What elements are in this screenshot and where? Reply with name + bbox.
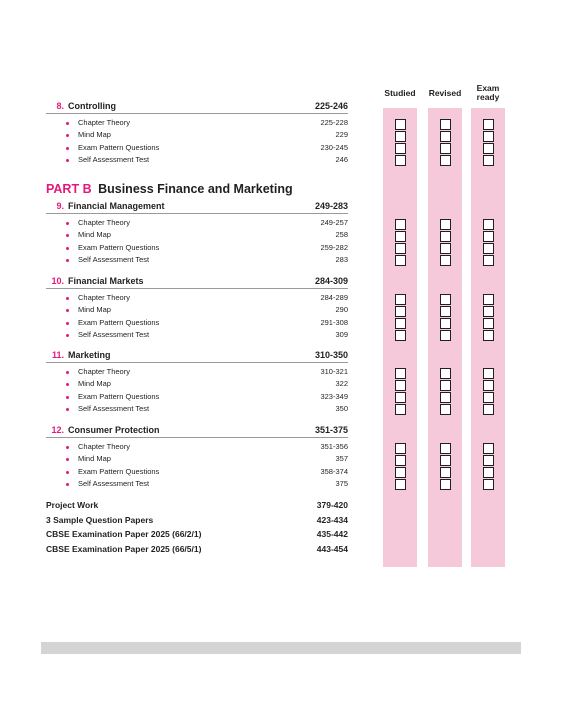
- chapter-divider: [46, 362, 348, 363]
- bullet-icon: [66, 259, 69, 262]
- chapter-divider: [46, 288, 348, 289]
- studied-checkbox[interactable]: [395, 330, 406, 341]
- list-item: [46, 330, 348, 342]
- chapter-number: 10.: [51, 276, 64, 286]
- list-item-label: Self Assessment Test: [78, 254, 150, 264]
- revised-checkbox[interactable]: [440, 368, 451, 379]
- revised-checkbox[interactable]: [440, 143, 451, 154]
- bullet-icon: [66, 322, 69, 325]
- list-item-pages: 358-374: [320, 466, 348, 476]
- column-header-studied: Studied: [384, 88, 416, 98]
- bullet-icon: [66, 247, 69, 250]
- list-item-pages: 322: [335, 379, 348, 389]
- revised-checkbox[interactable]: [440, 443, 451, 454]
- chapter-title: Financial Management: [68, 201, 165, 211]
- studied-checkbox[interactable]: [395, 467, 406, 478]
- exam-ready-checkbox[interactable]: [483, 131, 494, 142]
- revised-checkbox[interactable]: [440, 119, 451, 130]
- list-item: [46, 255, 348, 267]
- list-item: [46, 230, 348, 242]
- list-item: [46, 442, 348, 454]
- list-item-pages: 229: [335, 130, 348, 140]
- list-item-pages: 351-356: [320, 442, 348, 451]
- chapter-pages: 310-350: [314, 350, 348, 360]
- exam-ready-checkbox[interactable]: [483, 455, 494, 466]
- bullet-icon: [66, 297, 69, 300]
- list-item-label: Exam Pattern Questions: [78, 317, 160, 327]
- list-item-label: Mind Map: [78, 130, 111, 140]
- studied-checkbox[interactable]: [395, 479, 406, 490]
- chapter-title: Controlling: [68, 101, 116, 111]
- list-item-pages: 225-228: [320, 118, 348, 127]
- list-item-label: Self Assessment Test: [78, 329, 150, 339]
- studied-checkbox[interactable]: [395, 318, 406, 329]
- list-item-pages: 259-282: [320, 242, 348, 252]
- list-item-label: Exam Pattern Questions: [78, 466, 160, 476]
- exam-ready-checkbox[interactable]: [483, 330, 494, 341]
- list-item: [46, 404, 348, 416]
- exam-ready-checkbox[interactable]: [483, 479, 494, 490]
- list-item: [46, 479, 348, 491]
- exam-ready-checkbox[interactable]: [483, 119, 494, 130]
- bullet-icon: [66, 483, 69, 486]
- list-item-pages: 258: [335, 230, 348, 240]
- studied-checkbox[interactable]: [395, 392, 406, 403]
- list-item-pages: 284-289: [320, 293, 348, 302]
- chapter-number: 12.: [51, 425, 64, 435]
- extra-entry: [46, 500, 348, 513]
- list-item-pages: 283: [335, 254, 348, 264]
- revised-checkbox[interactable]: [440, 155, 451, 166]
- chapter-title: Consumer Protection: [68, 425, 160, 435]
- exam-ready-checkbox[interactable]: [483, 404, 494, 415]
- list-item-pages: 291-308: [320, 317, 348, 327]
- list-item: [46, 293, 348, 305]
- list-item-label: Self Assessment Test: [78, 478, 150, 488]
- studied-checkbox[interactable]: [395, 219, 406, 230]
- extra-entry-label: 3 Sample Question Papers: [46, 514, 154, 525]
- list-item: [46, 218, 348, 230]
- extra-entry: [46, 544, 348, 557]
- chapter-divider: [46, 437, 348, 438]
- list-item: [46, 130, 348, 142]
- chapter-title: Financial Markets: [68, 276, 144, 286]
- exam-ready-checkbox[interactable]: [483, 306, 494, 317]
- list-item: [46, 318, 348, 330]
- bullet-icon: [66, 458, 69, 461]
- column-header-exam-ready-line1: Exam: [476, 83, 500, 93]
- revised-checkbox[interactable]: [440, 479, 451, 490]
- exam-ready-checkbox[interactable]: [483, 467, 494, 478]
- list-item-label: Exam Pattern Questions: [78, 142, 160, 152]
- list-item: [46, 118, 348, 130]
- list-item-pages: 323-349: [320, 391, 348, 401]
- exam-ready-checkbox[interactable]: [483, 231, 494, 242]
- list-item-label: Chapter Theory: [78, 367, 130, 376]
- exam-ready-checkbox[interactable]: [483, 143, 494, 154]
- bullet-icon: [66, 134, 69, 137]
- column-header-exam-ready: [468, 84, 508, 102]
- list-item-pages: 230-245: [320, 142, 348, 152]
- bullet-icon: [66, 334, 69, 337]
- list-item-pages: 350: [335, 403, 348, 413]
- list-item: [46, 155, 348, 167]
- bullet-icon: [66, 446, 69, 449]
- bullet-icon: [66, 122, 69, 125]
- exam-ready-checkbox[interactable]: [483, 392, 494, 403]
- bullet-icon: [66, 471, 69, 474]
- revised-checkbox[interactable]: [440, 243, 451, 254]
- revised-checkbox[interactable]: [440, 467, 451, 478]
- studied-checkbox[interactable]: [395, 306, 406, 317]
- bullet-icon: [66, 147, 69, 150]
- bullet-icon: [66, 234, 69, 237]
- chapter-pages: 225-246: [314, 101, 348, 111]
- list-item-label: Chapter Theory: [78, 118, 130, 127]
- list-item: [46, 143, 348, 155]
- list-item: [46, 467, 348, 479]
- list-item-label: Exam Pattern Questions: [78, 242, 160, 252]
- list-item: [46, 379, 348, 391]
- studied-checkbox[interactable]: [395, 131, 406, 142]
- revised-checkbox[interactable]: [440, 255, 451, 266]
- exam-ready-checkbox[interactable]: [483, 243, 494, 254]
- chapter-title: Marketing: [68, 350, 111, 360]
- chapter-number: 8.: [56, 101, 64, 111]
- list-item-label: Mind Map: [78, 305, 111, 315]
- revised-checkbox[interactable]: [440, 131, 451, 142]
- part-b-heading: [46, 182, 293, 196]
- list-item-label: Self Assessment Test: [78, 403, 150, 413]
- chapter-pages: 284-309: [314, 276, 348, 286]
- exam-ready-checkbox[interactable]: [483, 294, 494, 305]
- exam-ready-checkbox[interactable]: [483, 380, 494, 391]
- studied-checkbox[interactable]: [395, 404, 406, 415]
- list-item-pages: 246: [335, 154, 348, 164]
- exam-ready-checkbox[interactable]: [483, 368, 494, 379]
- studied-checkbox[interactable]: [395, 255, 406, 266]
- list-item-pages: 249-257: [320, 218, 348, 227]
- list-item: [46, 305, 348, 317]
- chapter-divider: [46, 113, 348, 114]
- studied-checkbox[interactable]: [395, 443, 406, 454]
- list-item-pages: 375: [335, 478, 348, 488]
- extra-entry-pages: 443-454: [316, 543, 348, 554]
- extra-entry-pages: 379-420: [316, 500, 348, 510]
- revised-checkbox[interactable]: [440, 318, 451, 329]
- column-header-exam-ready-line2: ready: [476, 92, 500, 102]
- bullet-icon: [66, 371, 69, 374]
- studied-checkbox[interactable]: [395, 368, 406, 379]
- part-b-title: Business Finance and Marketing: [98, 182, 293, 196]
- chapter-number: 9.: [56, 201, 64, 211]
- list-item-label: Self Assessment Test: [78, 154, 150, 164]
- revised-checkbox[interactable]: [440, 455, 451, 466]
- studied-checkbox[interactable]: [395, 380, 406, 391]
- list-item-label: Mind Map: [78, 230, 111, 240]
- studied-checkbox[interactable]: [395, 294, 406, 305]
- bullet-icon: [66, 396, 69, 399]
- extra-entry: [46, 515, 348, 528]
- list-item-pages: 309: [335, 329, 348, 339]
- list-item-pages: 310-321: [320, 367, 348, 376]
- revised-checkbox[interactable]: [440, 380, 451, 391]
- extra-entry-label: CBSE Examination Paper 2025 (66/5/1): [46, 543, 202, 554]
- list-item-pages: 357: [335, 454, 348, 464]
- exam-ready-checkbox[interactable]: [483, 443, 494, 454]
- revised-checkbox[interactable]: [440, 231, 451, 242]
- list-item-label: Mind Map: [78, 454, 111, 464]
- revised-checkbox[interactable]: [440, 294, 451, 305]
- extra-entry-label: CBSE Examination Paper 2025 (66/2/1): [46, 529, 202, 539]
- footer-bar: [41, 642, 521, 654]
- bullet-icon: [66, 309, 69, 312]
- extra-entry-pages: 423-434: [316, 514, 348, 525]
- list-item-pages: 290: [335, 305, 348, 315]
- list-item-label: Chapter Theory: [78, 442, 130, 451]
- list-item: [46, 454, 348, 466]
- extra-entry-pages: 435-442: [316, 529, 348, 539]
- column-header-revised: Revised: [428, 88, 462, 98]
- extra-entry: [46, 529, 348, 542]
- chapter-divider: [46, 213, 348, 214]
- revised-checkbox[interactable]: [440, 404, 451, 415]
- bullet-icon: [66, 159, 69, 162]
- list-item: [46, 367, 348, 379]
- studied-checkbox[interactable]: [395, 455, 406, 466]
- bullet-icon: [66, 222, 69, 225]
- part-b-tag: PART B: [46, 182, 92, 196]
- chapter-pages: 249-283: [314, 201, 348, 211]
- studied-checkbox[interactable]: [395, 155, 406, 166]
- list-item-label: Chapter Theory: [78, 293, 130, 302]
- extra-entry-label: Project Work: [46, 500, 99, 510]
- exam-ready-checkbox[interactable]: [483, 255, 494, 266]
- list-item-label: Chapter Theory: [78, 218, 130, 227]
- revised-checkbox[interactable]: [440, 330, 451, 341]
- list-item: [46, 243, 348, 255]
- studied-checkbox[interactable]: [395, 243, 406, 254]
- studied-checkbox[interactable]: [395, 143, 406, 154]
- studied-checkbox[interactable]: [395, 231, 406, 242]
- revised-checkbox[interactable]: [440, 306, 451, 317]
- exam-ready-checkbox[interactable]: [483, 155, 494, 166]
- revised-checkbox[interactable]: [440, 219, 451, 230]
- revised-checkbox[interactable]: [440, 392, 451, 403]
- list-item-label: Mind Map: [78, 379, 111, 389]
- exam-ready-checkbox[interactable]: [483, 318, 494, 329]
- chapter-number: 11.: [51, 350, 64, 360]
- exam-ready-checkbox[interactable]: [483, 219, 494, 230]
- bullet-icon: [66, 408, 69, 411]
- studied-checkbox[interactable]: [395, 119, 406, 130]
- list-item-label: Exam Pattern Questions: [78, 391, 160, 401]
- list-item: [46, 392, 348, 404]
- bullet-icon: [66, 383, 69, 386]
- chapter-pages: 351-375: [314, 425, 348, 435]
